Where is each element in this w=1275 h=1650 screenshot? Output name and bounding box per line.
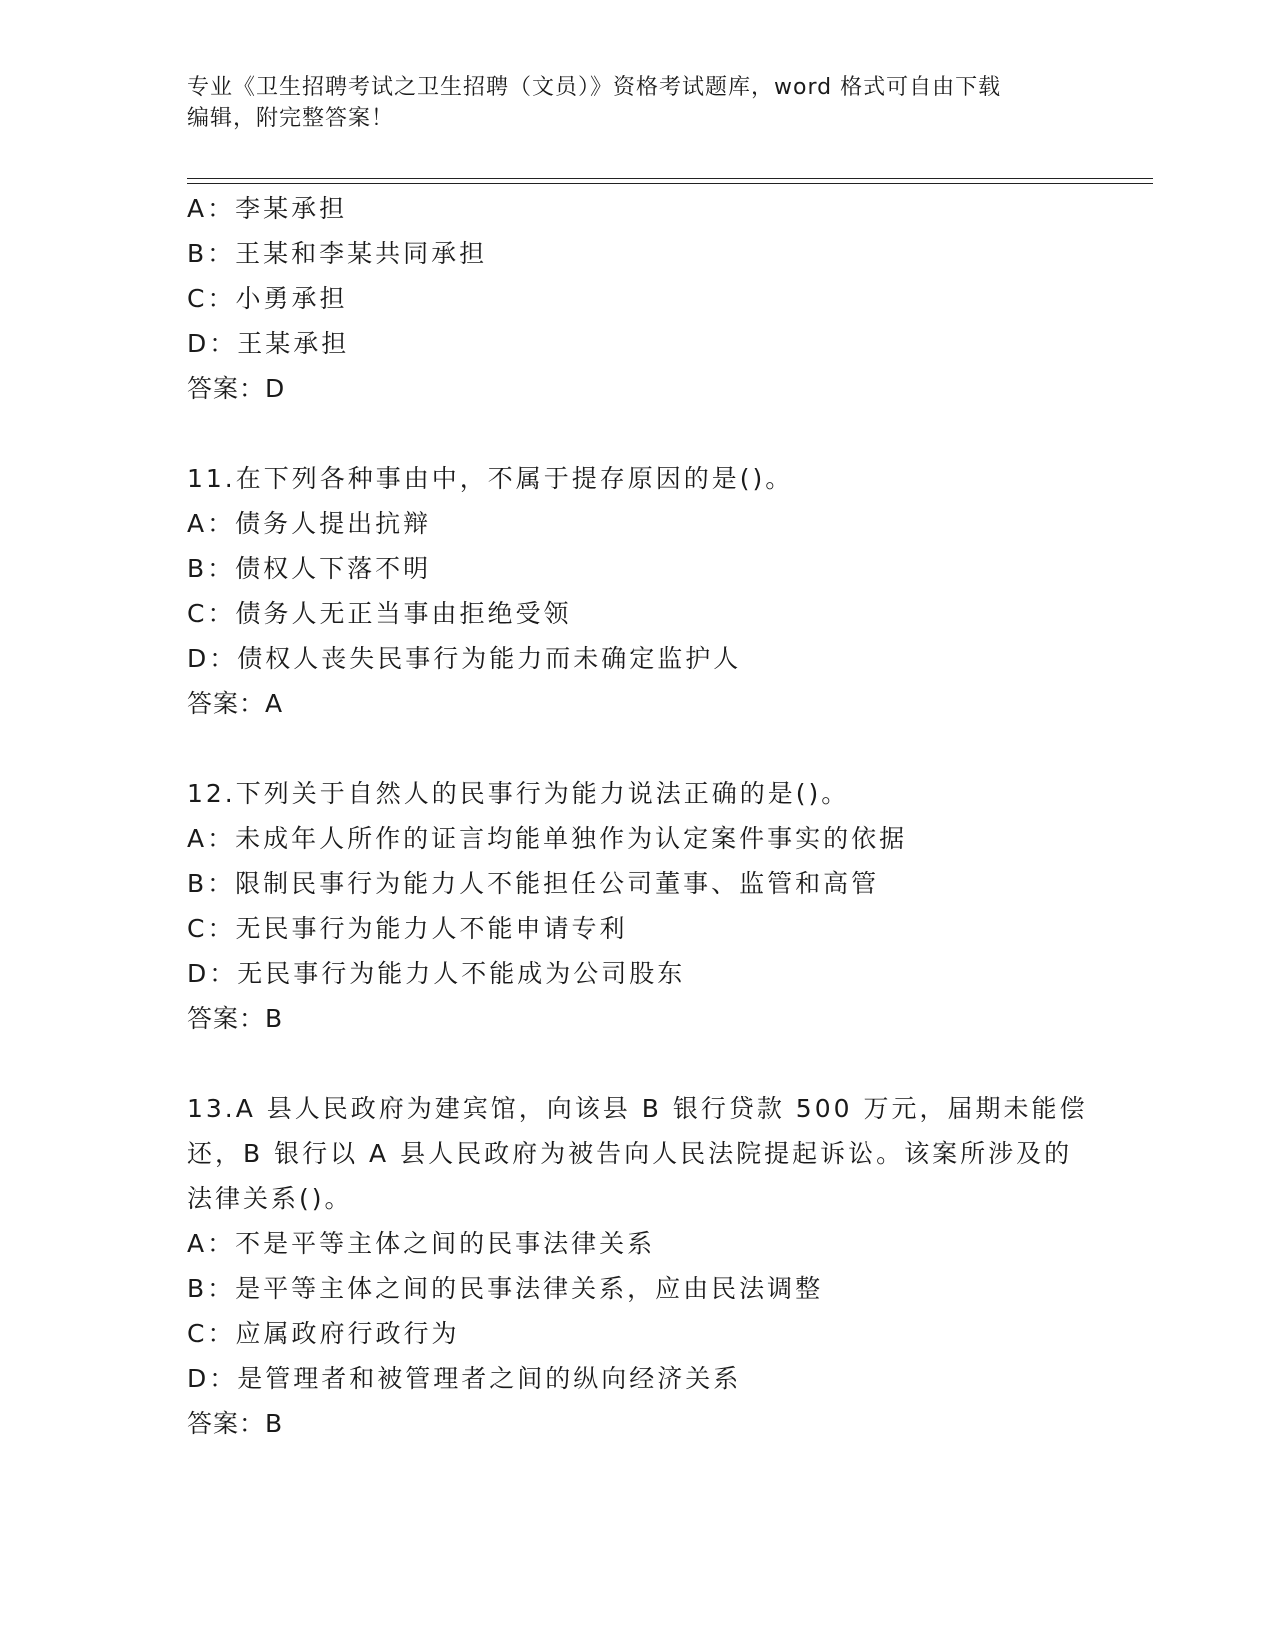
- q13-option-d: D：是管理者和被管理者之间的纵向经济关系: [187, 1364, 742, 1393]
- header-divider-bottom: [187, 183, 1153, 184]
- q11-option-d: D：债权人丧失民事行为能力而未确定监护人: [187, 644, 742, 673]
- q10-option-d: D：王某承担: [187, 329, 350, 358]
- document-header: [187, 72, 1087, 134]
- q13-question-line-3: 法律关系()。: [187, 1184, 353, 1213]
- q12-option-c: C：无民事行为能力人不能申请专利: [187, 914, 628, 943]
- q11-answer: 答案：A: [187, 689, 284, 718]
- q12-option-d: D：无民事行为能力人不能成为公司股东: [187, 959, 686, 988]
- header-line-2: 编辑，附完整答案！: [187, 106, 395, 131]
- q12-option-a: A：未成年人所作的证言均能单独作为认定案件事实的依据: [187, 824, 908, 853]
- header-line-1: 专业《卫生招聘考试之卫生招聘（文员）》资格考试题库，word 格式可自由下载: [187, 75, 1002, 100]
- header-divider-top: [187, 178, 1153, 179]
- q11-question: 11.在下列各种事由中，不属于提存原因的是()。: [187, 464, 794, 493]
- q12-option-b: B：限制民事行为能力人不能担任公司董事、监管和高管: [187, 869, 880, 898]
- q11-option-c: C：债务人无正当事由拒绝受领: [187, 599, 572, 628]
- q13-answer: 答案：B: [187, 1409, 284, 1438]
- q12-question: 12.下列关于自然人的民事行为能力说法正确的是()。: [187, 779, 850, 808]
- q13-option-b: B：是平等主体之间的民事法律关系，应由民法调整: [187, 1274, 824, 1303]
- q11-option-a: A：债务人提出抗辩: [187, 509, 432, 538]
- q10-option-a: A：李某承担: [187, 194, 348, 223]
- q13-option-a: A：不是平等主体之间的民事法律关系: [187, 1229, 656, 1258]
- q13-option-c: C：应属政府行政行为: [187, 1319, 460, 1348]
- q13-question-line-2: 还，B 银行以 A 县人民政府为被告向人民法院提起诉讼。该案所涉及的: [187, 1139, 1073, 1168]
- q11-option-b: B：债权人下落不明: [187, 554, 432, 583]
- q12-answer: 答案：B: [187, 1004, 284, 1033]
- q10-answer: 答案：D: [187, 374, 286, 403]
- q10-option-c: C：小勇承担: [187, 284, 348, 313]
- q13-question-line-1: 13.A 县人民政府为建宾馆，向该县 B 银行贷款 500 万元，届期未能偿: [187, 1094, 1088, 1123]
- q10-option-b: B：王某和李某共同承担: [187, 239, 488, 268]
